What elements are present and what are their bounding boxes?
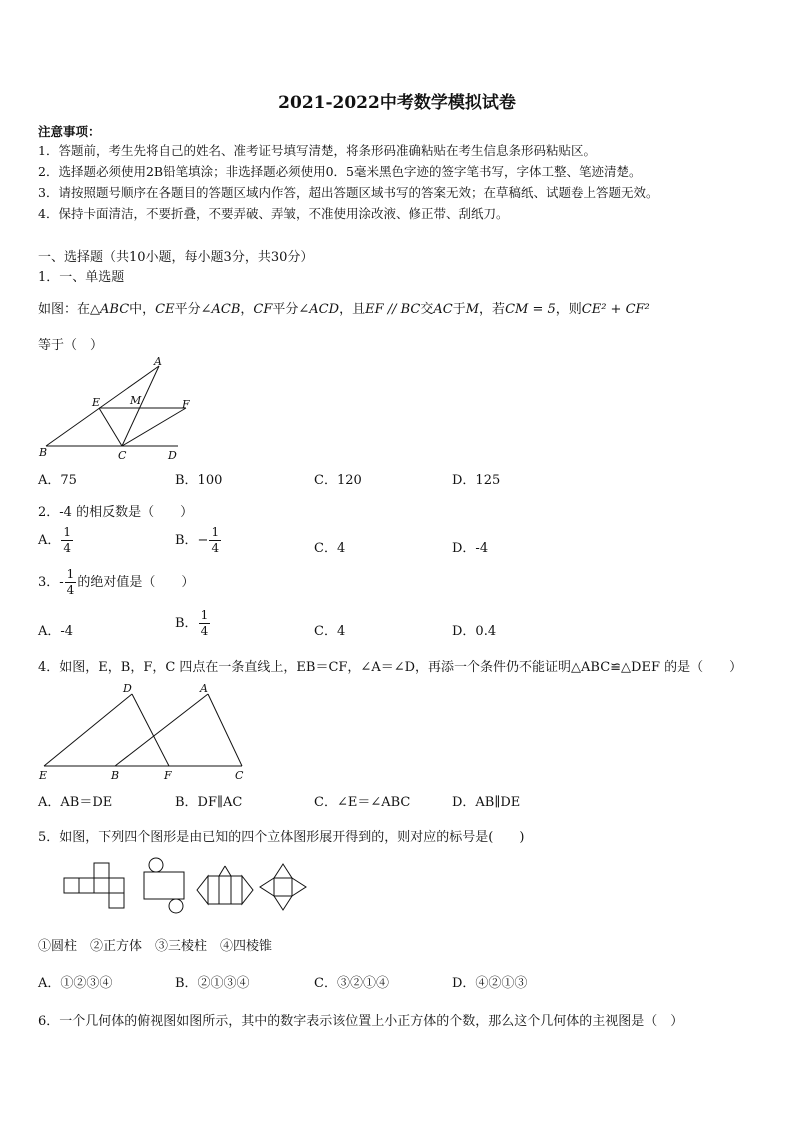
q1-text-line2: 等于（ ） [38,338,104,353]
section-heading: 一、选择题（共10小题，每小题3分，共30分） [38,250,314,265]
q2-option-b[interactable]: B．− $\frac{1}{4}$ [175,525,220,555]
q4-label-a: A [200,682,208,695]
notice-item-2: 2．选择题必须使用2B铅笔填涂；非选择题必须使用0．5毫米黑色字迹的签字笔书写，字体工整、笔迹清楚。 [38,164,642,179]
q1-label-e: E [92,396,101,409]
q1-option-c[interactable]: C．120 [314,473,362,488]
net-2 [144,858,184,913]
q4-label-c: C [235,769,244,782]
q2-text: 2．-4 的相反数是（ ） [38,505,194,520]
q4-text: 4．如图，E，B，F，C 四点在一条直线上，EB＝CF，∠A＝∠D，再添一个条件仍不能证明△ABC≌△DEF 的是（ ） [38,660,743,675]
q3-option-a[interactable]: A．-4 [38,624,74,639]
q1-label-d: D [168,449,177,462]
q2-option-a[interactable]: A． $\frac{1}{4}$ [38,525,72,555]
q5-option-c[interactable]: C．③②①④ [314,976,389,991]
q1-label-f: F [182,398,190,411]
q1-option-d[interactable]: D．125 [452,473,501,488]
q5-option-b[interactable]: B．②①③④ [175,976,250,991]
q4-label-e: E [39,769,48,782]
q4-option-a[interactable]: A．AB＝DE [38,795,113,810]
q1-label-m: M [130,394,142,407]
net-3 [197,866,253,904]
q1-label-a: A [154,355,162,368]
q1-option-a[interactable]: A．75 [38,473,77,488]
q6-text: 6．一个几何体的俯视图如图所示，其中的数字表示该位置上小正方体的个数，那么这个几何体的主视图是（ ） [38,1014,684,1029]
q1-option-b[interactable]: B．100 [175,473,223,488]
q4-label-f: F [164,769,172,782]
page-title: 2021-2022中考数学模拟试卷 [278,93,516,113]
q1-label-c: C [118,449,127,462]
q4-figure [36,680,248,782]
q3-option-d[interactable]: D．0.4 [452,624,497,639]
notice-item-1: 1．答题前，考生先将自己的姓名、准考证号填写清楚，将条形码准确粘贴在考生信息条形码粘贴区。 [38,143,596,158]
q2-option-c[interactable]: C．4 [314,541,346,556]
notice-item-3: 3．请按照题号顺序在各题目的答题区域内作答，超出答题区域书写的答案无效；在草稿纸、试题卷上答题无效。 [38,185,659,200]
q4-label-d: D [123,682,132,695]
q5-legend: ①圆柱 ②正方体 ③三棱柱 ④四棱锥 [38,939,273,954]
q2-option-d[interactable]: D．-4 [452,541,489,556]
q5-option-d[interactable]: D．④②①③ [452,976,528,991]
q5-option-a[interactable]: A．①②③④ [38,976,113,991]
q1-figure [36,356,196,464]
q4-option-d[interactable]: D．AB∥DE [452,795,521,810]
section-subheading: 1．一、单选题 [38,270,125,285]
notice-item-4: 4．保持卡面清洁，不要折叠，不要弄破、弄皱，不准使用涂改液、修正带、刮纸刀。 [38,206,509,221]
q1-text: 如图：在△ABC中，CE平分∠ACB，CF平分∠ACD，且EF // BC交AC于M，若CM = 5，则CE² + CF² [38,302,650,317]
q4-option-b[interactable]: B．DF∥AC [175,795,243,810]
q3-option-b[interactable]: B． $\frac{1}{4}$ [175,608,209,638]
q5-figure [60,858,310,916]
q5-text: 5．如图，下列四个图形是由已知的四个立体图形展开得到的，则对应的标号是( ) [38,830,525,845]
q3-text: 3．- $\frac{1}{4}$ 的绝对值是（ ） [38,567,195,597]
net-1 [64,863,124,908]
notice-heading: 注意事项： [38,124,101,139]
q4-label-b: B [111,769,120,782]
q4-option-c[interactable]: C．∠E＝∠ABC [314,795,411,810]
net-4 [260,864,306,910]
q3-option-c[interactable]: C．4 [314,624,346,639]
q1-label-b: B [39,446,48,459]
